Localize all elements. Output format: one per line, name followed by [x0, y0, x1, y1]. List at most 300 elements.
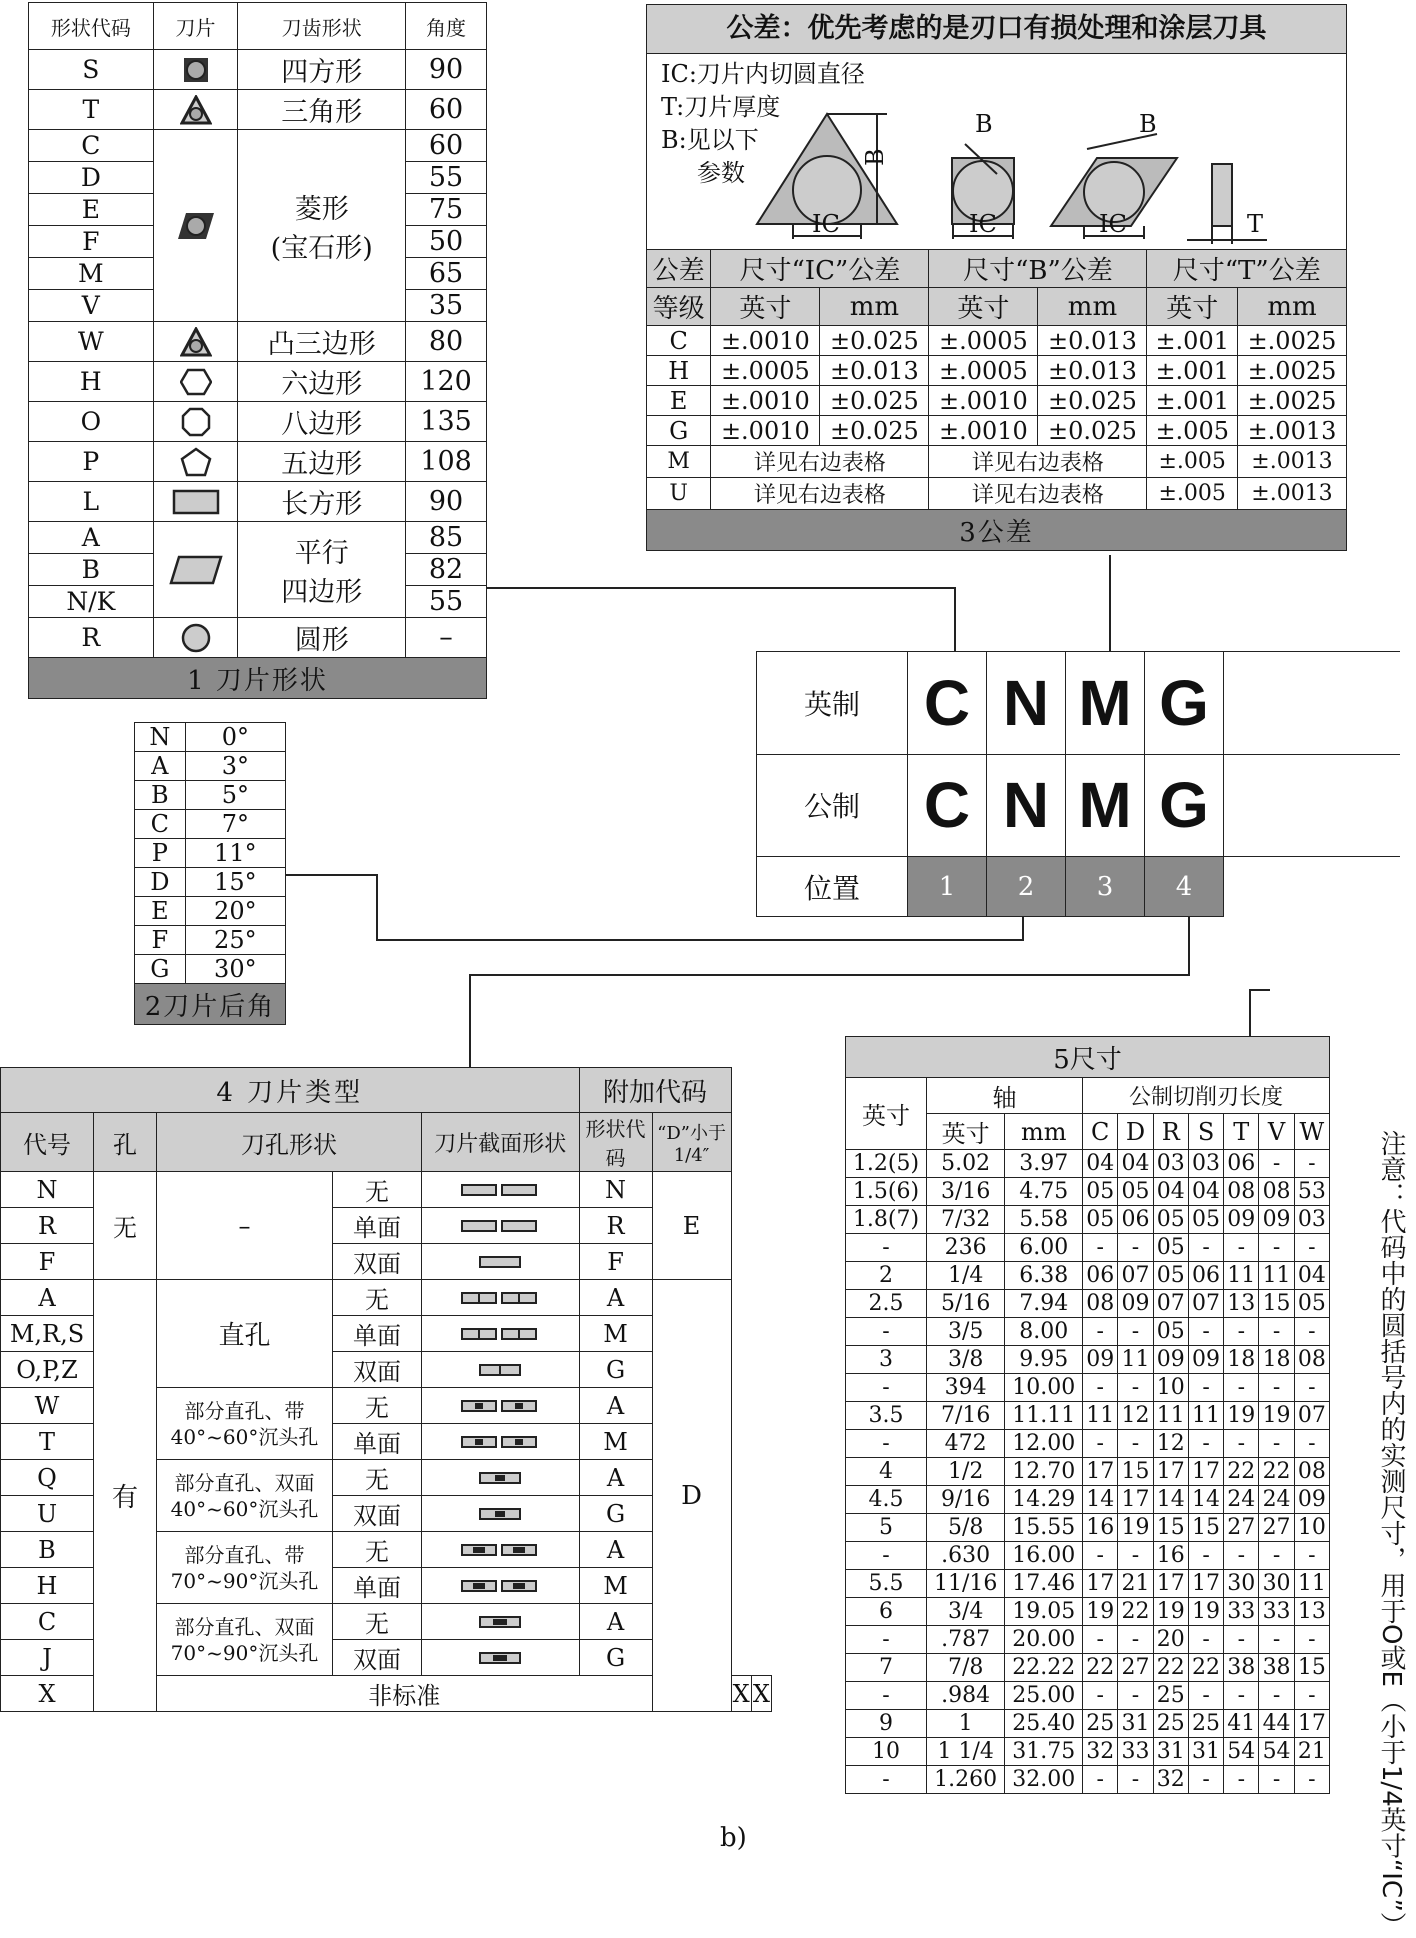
section-icon: [422, 1172, 580, 1208]
position-number: 3: [1066, 857, 1145, 917]
size-cell: -: [1259, 1682, 1294, 1710]
size-cell: -: [1118, 1626, 1153, 1654]
col-hole-shape: 刀孔形状: [157, 1113, 422, 1172]
size-cell: 16.00: [1005, 1542, 1083, 1570]
type-code: H: [1, 1568, 94, 1604]
clearance-code: G: [135, 955, 186, 984]
tol-cell: ±0.025: [1038, 416, 1147, 446]
trigon-insert-icon: [153, 322, 238, 362]
sub-inch: 英寸: [927, 1114, 1005, 1150]
extra-code: D: [652, 1280, 731, 1712]
size-cell: 5: [846, 1514, 927, 1542]
size-cell: -: [1259, 1430, 1294, 1458]
thickness-drawing: [1212, 164, 1232, 226]
size-cell: 10: [1153, 1374, 1188, 1402]
size-row: [846, 1598, 1330, 1626]
code-letter: N: [987, 754, 1066, 857]
size-cell: -: [1083, 1374, 1118, 1402]
imperial-label: 英制: [757, 652, 908, 755]
legend-b: B:见以下: [661, 126, 759, 154]
position-number: 1: [908, 857, 987, 917]
size-cell: 13: [1294, 1598, 1329, 1626]
hole-form: [157, 1532, 333, 1604]
hole-form-1: 部分直孔、双面: [174, 1470, 315, 1495]
shape-name: 长方形: [238, 482, 406, 522]
size-cell: 25.00: [1005, 1682, 1083, 1710]
size-cell: 08: [1294, 1346, 1329, 1374]
size-cell: 25: [1083, 1710, 1118, 1738]
type-code: A: [1, 1280, 94, 1316]
shape-code: A: [29, 522, 154, 554]
square-insert-icon: [153, 50, 238, 90]
tol-cell: 详见右边表格: [711, 446, 929, 478]
shape-code: M: [579, 1316, 652, 1352]
size-cell: 11: [1259, 1262, 1294, 1290]
size-cell: 17: [1153, 1570, 1188, 1598]
size-cell: 17: [1188, 1570, 1223, 1598]
size-cell: 22.22: [1005, 1654, 1083, 1682]
section-icon: [422, 1496, 580, 1532]
col-tooth-shape: 刀齿形状: [238, 3, 406, 50]
size-cell: 09: [1224, 1206, 1259, 1234]
face-type: 无: [333, 1460, 422, 1496]
size-cell: 30: [1259, 1570, 1294, 1598]
size-cell: 09: [1153, 1346, 1188, 1374]
size-row: [846, 1514, 1330, 1542]
size-cell: 30: [1224, 1570, 1259, 1598]
size-cell: 54: [1224, 1738, 1259, 1766]
size-cell: 53: [1294, 1178, 1329, 1206]
clearance-code: D: [135, 868, 186, 897]
shape-angle: 55: [406, 162, 487, 194]
shape-code: V: [29, 290, 154, 322]
shape-name-rhombic: [238, 130, 406, 322]
code-letter: M: [1066, 754, 1145, 857]
tol-cell: H: [647, 356, 711, 386]
shape-code: F: [579, 1244, 652, 1280]
size-rows: [846, 1150, 1330, 1794]
size-cell: 17.46: [1005, 1570, 1083, 1598]
rectangle-insert-icon: [153, 482, 238, 522]
face-type: 单面: [333, 1568, 422, 1604]
size-cell: 472: [927, 1430, 1005, 1458]
tolerance-class-header: 公差: [647, 250, 711, 288]
extra-code: X: [751, 1676, 771, 1712]
size-cell: 15: [1118, 1458, 1153, 1486]
size-cell: -: [1083, 1542, 1118, 1570]
tol-cell: ±.0013: [1237, 478, 1346, 510]
size-cell: -: [1259, 1766, 1294, 1794]
size-cell: 16: [1083, 1514, 1118, 1542]
size-row: [846, 1486, 1330, 1514]
size-cell: 04: [1188, 1178, 1223, 1206]
sub-c: C: [1083, 1114, 1118, 1150]
size-cell: -: [846, 1374, 927, 1402]
type-code: U: [1, 1496, 94, 1532]
tol-cell: E: [647, 386, 711, 416]
size-cell: 10: [1294, 1514, 1329, 1542]
shape-code: G: [579, 1496, 652, 1532]
tol-cell: ±0.025: [820, 416, 929, 446]
size-cell: 3/8: [927, 1346, 1005, 1374]
shape-name: 四方形: [238, 50, 406, 90]
type-code: C: [1, 1604, 94, 1640]
dim-b-label: B: [1139, 110, 1157, 138]
non-standard-label: 非标准: [157, 1676, 653, 1712]
size-cell: -: [846, 1430, 927, 1458]
size-cell: 06: [1188, 1262, 1223, 1290]
shape-code: L: [29, 482, 154, 522]
tol-cell: M: [647, 446, 711, 478]
size-cell: 03: [1188, 1150, 1223, 1178]
position-number: 4: [1145, 857, 1224, 917]
dim-ic-label: IC: [1099, 210, 1127, 238]
size-cell: -: [1294, 1682, 1329, 1710]
shape-angle: 85: [406, 522, 487, 554]
size-cell: 44: [1259, 1710, 1294, 1738]
size-cell: 1/4: [927, 1262, 1005, 1290]
size-cell: 08: [1224, 1178, 1259, 1206]
size-cell: 12.70: [1005, 1458, 1083, 1486]
col-inch: 英寸: [846, 1078, 927, 1150]
size-cell: 17: [1153, 1458, 1188, 1486]
size-cell: 24: [1259, 1486, 1294, 1514]
col-axis: 轴: [927, 1078, 1083, 1114]
size-cell: 22: [1083, 1654, 1118, 1682]
insert-dimension-diagram: [647, 54, 1348, 249]
shape-code: R: [579, 1208, 652, 1244]
tolerance-panel: [646, 4, 1347, 551]
size-cell: 6.00: [1005, 1234, 1083, 1262]
size-cell: -: [1083, 1626, 1118, 1654]
tol-cell: ±.0010: [711, 326, 820, 356]
size-cell: 4.5: [846, 1486, 927, 1514]
shape-name: 五边形: [238, 442, 406, 482]
size-cell: 14: [1083, 1486, 1118, 1514]
size-cell: 05: [1153, 1318, 1188, 1346]
size-cell: 09: [1118, 1290, 1153, 1318]
face-type: 双面: [333, 1640, 422, 1676]
size-cell: 3.5: [846, 1402, 927, 1430]
section-icon: [422, 1604, 580, 1640]
size-cell: -: [1259, 1234, 1294, 1262]
section-icon: [422, 1388, 580, 1424]
size-cell: -: [1083, 1766, 1118, 1794]
size-cell: 4: [846, 1458, 927, 1486]
triangle-insert-icon: [153, 90, 238, 130]
size-cell: -: [1224, 1682, 1259, 1710]
hole-form: [157, 1460, 333, 1532]
size-row: [846, 1458, 1330, 1486]
shape-name: 平行: [294, 537, 349, 569]
unit-inch: 英寸: [1147, 288, 1237, 326]
size-cell: 03: [1294, 1206, 1329, 1234]
size-cell: .787: [927, 1626, 1005, 1654]
size-cell: -: [1118, 1374, 1153, 1402]
shape-code: G: [579, 1640, 652, 1676]
sub-w: W: [1294, 1114, 1329, 1150]
tol-cell: ±0.025: [820, 386, 929, 416]
size-cell: 17: [1083, 1570, 1118, 1598]
size-row: [846, 1234, 1330, 1262]
shape-angle: 135: [406, 402, 487, 442]
size-cell: 3.97: [1005, 1150, 1083, 1178]
code-letter: G: [1145, 754, 1224, 857]
dim-ic-label: IC: [812, 210, 840, 238]
size-cell: -: [1224, 1766, 1259, 1794]
size-row: [846, 1654, 1330, 1682]
clearance-code: C: [135, 810, 186, 839]
size-cell: 22: [1259, 1458, 1294, 1486]
tol-cell: ±.0010: [711, 416, 820, 446]
size-cell: 15.55: [1005, 1514, 1083, 1542]
size-cell: 22: [1188, 1654, 1223, 1682]
size-row: [846, 1374, 1330, 1402]
shape-name: 三角形: [238, 90, 406, 130]
clearance-angle: 5°: [185, 781, 285, 810]
code-letter: M: [1066, 652, 1145, 755]
size-cell: 18: [1259, 1346, 1294, 1374]
code-blank: [1224, 754, 1401, 857]
clearance-code: P: [135, 839, 186, 868]
dim-b-label: B: [975, 110, 993, 138]
size-cell: 04: [1118, 1150, 1153, 1178]
col-angle: 角度: [406, 3, 487, 50]
shape-code: A: [579, 1604, 652, 1640]
col-metric-edge: 公制切削刃长度: [1083, 1078, 1330, 1114]
size-cell: 33: [1224, 1598, 1259, 1626]
size-cell: 09: [1188, 1346, 1223, 1374]
size-cell: 05: [1153, 1262, 1188, 1290]
size-note: 注意：代码中的圆括号内的实测尺寸，用于O或E（小于1/4英寸“IC”）: [1376, 1130, 1406, 1938]
section-icon: [422, 1424, 580, 1460]
size-cell: 14: [1188, 1486, 1223, 1514]
size-cell: 11: [1083, 1402, 1118, 1430]
shape-angle: 120: [406, 362, 487, 402]
tol-cell: ±0.025: [820, 326, 929, 356]
hexagon-insert-icon: [153, 362, 238, 402]
size-cell: -: [1188, 1542, 1223, 1570]
size-cell: 6: [846, 1598, 927, 1626]
tol-cell: ±.0013: [1237, 446, 1346, 478]
size-cell: -: [1118, 1766, 1153, 1794]
col-code: 代号: [1, 1113, 94, 1172]
shape-code: H: [29, 362, 154, 402]
size-cell: -: [1188, 1430, 1223, 1458]
size-cell: 3: [846, 1346, 927, 1374]
size-cell: 1.260: [927, 1766, 1005, 1794]
size-cell: 31: [1188, 1738, 1223, 1766]
col-insert: 刀片: [153, 3, 238, 50]
size-cell: 06: [1118, 1206, 1153, 1234]
size-cell: -: [1188, 1374, 1223, 1402]
type-code: X: [1, 1676, 94, 1712]
size-row: [846, 1682, 1330, 1710]
size-cell: 05: [1188, 1206, 1223, 1234]
dim-b-label: B: [861, 148, 889, 166]
shape-code: G: [579, 1352, 652, 1388]
size-cell: 21: [1294, 1738, 1329, 1766]
code-letter: C: [908, 652, 987, 755]
hole-form: [157, 1388, 333, 1460]
size-cell: 17: [1118, 1486, 1153, 1514]
shape-code: O: [29, 402, 154, 442]
size-cell: 2.5: [846, 1290, 927, 1318]
size-row: [846, 1738, 1330, 1766]
size-row: [846, 1318, 1330, 1346]
size-cell: -: [1224, 1626, 1259, 1654]
size-cell: 32: [1153, 1766, 1188, 1794]
size-cell: 14.29: [1005, 1486, 1083, 1514]
size-cell: 3/5: [927, 1318, 1005, 1346]
size-cell: -: [1259, 1542, 1294, 1570]
size-cell: 11: [1153, 1402, 1188, 1430]
table2-caption: 2刀片后角: [135, 984, 286, 1025]
size-cell: 27: [1259, 1514, 1294, 1542]
type-code: Q: [1, 1460, 94, 1496]
clearance-angle: 30°: [185, 955, 285, 984]
tol-cell: ±.0005: [711, 356, 820, 386]
hole-form-2: 70°~90°沉头孔: [170, 1568, 319, 1593]
size-row: [846, 1766, 1330, 1794]
size-cell: 17: [1083, 1458, 1118, 1486]
size-cell: 7/32: [927, 1206, 1005, 1234]
tol-cell: ±.0005: [929, 356, 1038, 386]
octagon-insert-icon: [153, 402, 238, 442]
size-cell: 12: [1153, 1430, 1188, 1458]
size-cell: 22: [1153, 1654, 1188, 1682]
size-cell: 05: [1153, 1234, 1188, 1262]
size-cell: 07: [1294, 1402, 1329, 1430]
position-label: 位置: [757, 857, 908, 917]
size-cell: -: [1188, 1682, 1223, 1710]
tol-cell: ±.0010: [711, 386, 820, 416]
clearance-angle: 20°: [185, 897, 285, 926]
face-type: 单面: [333, 1208, 422, 1244]
size-row: [846, 1150, 1330, 1178]
size-cell: -: [846, 1542, 927, 1570]
shape-code: T: [29, 90, 154, 130]
size-row: [846, 1346, 1330, 1374]
size-cell: 17: [1294, 1710, 1329, 1738]
size-cell: 31: [1118, 1710, 1153, 1738]
size-cell: 7/8: [927, 1654, 1005, 1682]
section-icon: [422, 1280, 580, 1316]
unit-inch: 英寸: [711, 288, 820, 326]
shape-code: D: [29, 162, 154, 194]
shape-code: M: [29, 258, 154, 290]
size-cell: 25: [1188, 1710, 1223, 1738]
shape-code: M: [579, 1568, 652, 1604]
clearance-angle: 7°: [185, 810, 285, 839]
size-cell: 19: [1083, 1598, 1118, 1626]
connector-shape: [487, 588, 955, 651]
tol-cell: ±.0025: [1237, 386, 1346, 416]
unit-mm: mm: [820, 288, 929, 326]
size-cell: 3/16: [927, 1178, 1005, 1206]
size-cell: 5/16: [927, 1290, 1005, 1318]
shape-code: R: [29, 618, 154, 658]
tol-cell: G: [647, 416, 711, 446]
size-cell: 7/16: [927, 1402, 1005, 1430]
shape-code: C: [29, 130, 154, 162]
tol-cell: ±.001: [1147, 386, 1237, 416]
round-insert-icon: [153, 618, 238, 658]
size-cell: 20.00: [1005, 1626, 1083, 1654]
size-cell: 22: [1224, 1458, 1259, 1486]
size-cell: 19: [1188, 1598, 1223, 1626]
clearance-angle: 0°: [185, 723, 285, 752]
size-cell: -: [1083, 1318, 1118, 1346]
size-cell: 10: [846, 1738, 927, 1766]
sub-d: D: [1118, 1114, 1153, 1150]
size-cell: 13: [1224, 1290, 1259, 1318]
face-type: 无: [333, 1532, 422, 1568]
size-cell: -: [1188, 1318, 1223, 1346]
clearance-code: A: [135, 752, 186, 781]
code-letter: G: [1145, 652, 1224, 755]
hole-form: [157, 1604, 333, 1676]
shape-name-2: 四边形: [281, 576, 363, 608]
size-cell: 9.95: [1005, 1346, 1083, 1374]
size-cell: -: [1259, 1318, 1294, 1346]
size-cell: -: [1224, 1234, 1259, 1262]
shape-code: A: [579, 1280, 652, 1316]
size-cell: 07: [1118, 1262, 1153, 1290]
insert-shape-table: [28, 2, 487, 699]
sub-t: T: [1224, 1114, 1259, 1150]
face-type: 单面: [333, 1424, 422, 1460]
size-cell: 11/16: [927, 1570, 1005, 1598]
col-extra: “D”小于1/4″: [652, 1113, 731, 1172]
size-row: [846, 1626, 1330, 1654]
size-cell: 1.8(7): [846, 1206, 927, 1234]
parallelogram-insert-icon: [153, 522, 238, 618]
tol-cell: ±.0010: [929, 386, 1038, 416]
size-cell: 19: [1259, 1402, 1294, 1430]
size-cell: 9: [846, 1710, 927, 1738]
size-cell: 32: [1083, 1738, 1118, 1766]
size-cell: .984: [927, 1682, 1005, 1710]
size-cell: -: [1294, 1542, 1329, 1570]
shape-name-parallelogram: [238, 522, 406, 618]
size-cell: 19: [1118, 1514, 1153, 1542]
table1-caption: 1 刀片形状: [29, 658, 487, 699]
shape-name-2: (宝石形): [270, 232, 373, 264]
shape-angle: 108: [406, 442, 487, 482]
size-cell: -: [846, 1682, 927, 1710]
size-cell: -: [1224, 1430, 1259, 1458]
size-cell: -: [1294, 1626, 1329, 1654]
size-cell: 08: [1294, 1458, 1329, 1486]
size-cell: 17: [1188, 1458, 1223, 1486]
size-cell: -: [1224, 1374, 1259, 1402]
size-cell: -: [1118, 1234, 1153, 1262]
clearance-angle-table: [134, 722, 286, 1025]
tol-cell: ±.0025: [1237, 356, 1346, 386]
size-cell: -: [1224, 1318, 1259, 1346]
shape-angle: 35: [406, 290, 487, 322]
face-type: 无: [333, 1172, 422, 1208]
metric-label: 公制: [757, 754, 908, 857]
size-cell: 20: [1153, 1626, 1188, 1654]
size-cell: -: [1294, 1150, 1329, 1178]
connector-size: [1250, 990, 1270, 1036]
size-cell: 38: [1259, 1654, 1294, 1682]
sub-mm: mm: [1005, 1114, 1083, 1150]
size-row: [846, 1542, 1330, 1570]
shape-angle: –: [406, 618, 487, 658]
